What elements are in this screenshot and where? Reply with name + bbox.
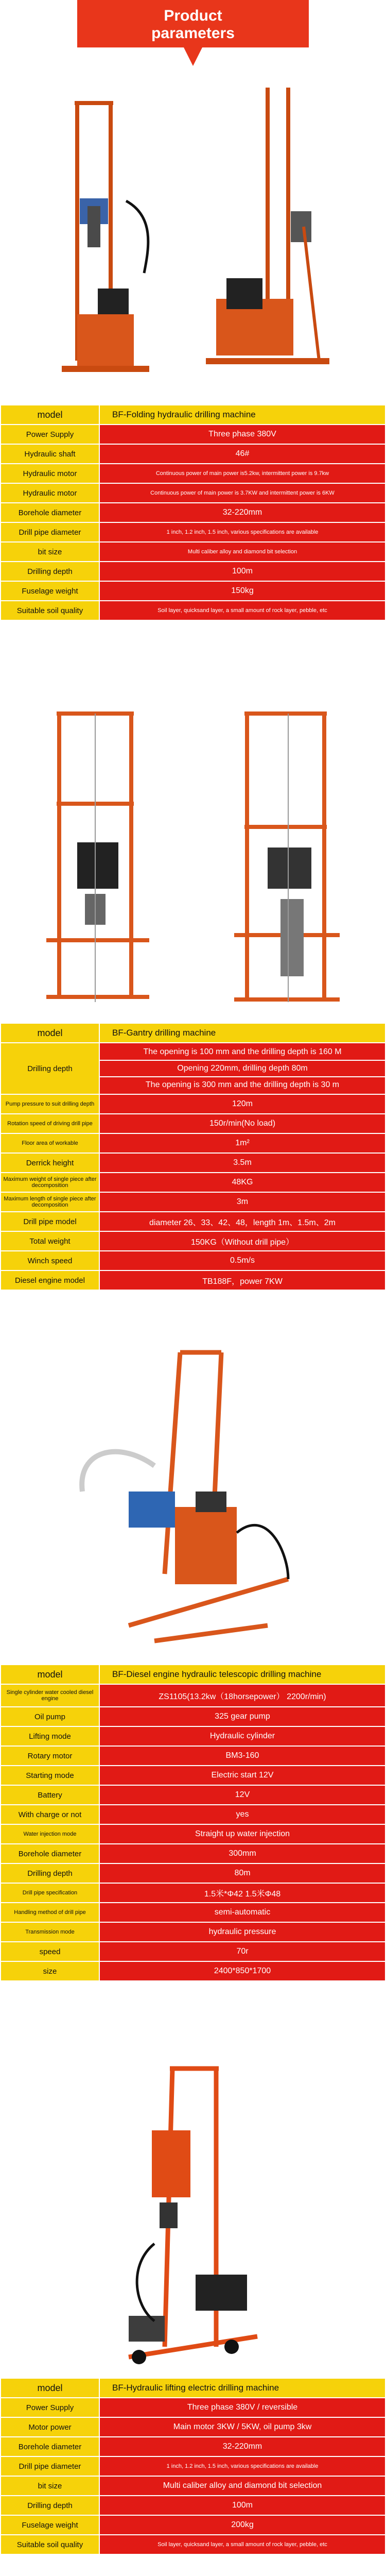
spec-value: hydraulic pressure: [99, 1922, 385, 1942]
gantry-machine-images: [0, 693, 386, 1023]
spec-label: Borehole diameter: [1, 503, 99, 522]
spec-value: Three phase 380V / reversible: [99, 2398, 385, 2417]
spec-label: Drilling depth: [1, 1043, 99, 1094]
gantry-spec-table: [0, 1023, 386, 1291]
spec-row: [1, 2398, 385, 2417]
page-header: [0, 0, 386, 72]
spec-label: Suitable soil quality: [1, 601, 99, 620]
spec-value: 300mm: [99, 1844, 385, 1863]
spec-value-line: The opening is 100 mm and the drilling depth is 160 M: [100, 1044, 385, 1061]
spec-row: [1, 1863, 385, 1883]
spec-label: model: [1, 2378, 99, 2398]
spec-value: Soil layer, quicksand layer, a small amount of rock layer, pebble, etc: [99, 601, 385, 620]
spec-row: [1, 1746, 385, 1766]
spec-row: [1, 1212, 385, 1231]
spec-row: [1, 1766, 385, 1785]
spec-label: Borehole diameter: [1, 2437, 99, 2456]
spec-value: 120m: [99, 1094, 385, 1114]
spec-value: 3m: [99, 1192, 385, 1212]
spec-row: [1, 1922, 385, 1942]
spec-row: [1, 581, 385, 601]
spec-value-line: The opening is 300 mm and the drilling depth is 30 m: [145, 1080, 340, 1089]
spec-label: Drill pipe specification: [1, 1883, 99, 1903]
spec-label: Drilling depth: [1, 1863, 99, 1883]
electric-spec-table: [0, 2378, 386, 2555]
spec-row: [1, 483, 385, 503]
spec-row: [1, 425, 385, 444]
spec-value: Multi caliber alloy and diamond bit selection: [99, 542, 385, 562]
spec-label: Fuselage weight: [1, 581, 99, 601]
spec-value: 100m: [99, 2496, 385, 2515]
spec-value: 12V: [99, 1785, 385, 1805]
spec-value: BF-Gantry drilling machine: [99, 1023, 385, 1043]
spec-value: 150kg: [99, 581, 385, 601]
spec-value: Multi caliber alloy and diamond bit selection: [99, 2476, 385, 2496]
spec-value: yes: [99, 1805, 385, 1824]
spec-value: 32-220mm: [99, 2437, 385, 2456]
spec-value-line: Opening 220mm, drilling depth 80m: [100, 1061, 385, 1077]
folding-machine-images: [0, 72, 386, 404]
spec-row: [1, 1824, 385, 1844]
spec-value: BF-Hydraulic lifting electric drilling machine: [99, 2378, 385, 2398]
spec-value: BM3-160: [99, 1746, 385, 1766]
spec-value: 1 inch, 1.2 inch, 1.5 inch, various specifications are available: [99, 2456, 385, 2476]
diesel-machine-images: [0, 1337, 386, 1664]
spec-row: [1, 1094, 385, 1114]
spec-row: [1, 444, 385, 464]
spec-row: [1, 601, 385, 620]
spec-row: [1, 2535, 385, 2554]
electric-machine-images: [0, 2048, 386, 2378]
spec-row: [1, 562, 385, 581]
spec-value: Electric start 12V: [99, 1766, 385, 1785]
spec-row: [1, 1173, 385, 1192]
spec-label: model: [1, 1665, 99, 1684]
spec-label: Transmission mode: [1, 1922, 99, 1942]
spec-value: BF-Diesel engine hydraulic telescopic drilling machine: [99, 1665, 385, 1684]
spec-label: Drill pipe diameter: [1, 2456, 99, 2476]
spec-label: model: [1, 1023, 99, 1043]
spec-label: Fuselage weight: [1, 2515, 99, 2535]
spec-value: BF-Folding hydraulic drilling machine: [99, 405, 385, 425]
spec-label: Winch speed: [1, 1251, 99, 1270]
spec-row: [1, 1270, 385, 1290]
diesel-spec-table: [0, 1664, 386, 1981]
spec-row: [1, 1192, 385, 1212]
spec-label: Hydraulic motor: [1, 464, 99, 483]
spec-label: size: [1, 1961, 99, 1981]
spec-value: 32-220mm: [99, 503, 385, 522]
spec-value: 1m²: [99, 1133, 385, 1153]
spec-value: 46#: [99, 444, 385, 464]
spec-value: 1.5米*Φ42 1.5米Φ48: [99, 1883, 385, 1903]
spec-value: diameter 26、33、42、48，length 1m、1.5m、2m: [99, 1212, 385, 1231]
spec-row: [1, 464, 385, 483]
spec-label: Lifting mode: [1, 1726, 99, 1746]
spec-value: Continuous power of main power is5.2kw, intermittent power is 9.7kw: [99, 464, 385, 483]
spec-label: Power Supply: [1, 425, 99, 444]
spec-row: [1, 1903, 385, 1922]
spec-value: Three phase 380V: [99, 425, 385, 444]
spec-row: [1, 542, 385, 562]
spec-label: Floor area of workable: [1, 1133, 99, 1153]
spec-value: Continuous power of main power is 3.7KW and intermittent power is 6KW: [99, 483, 385, 503]
spec-label: Oil pump: [1, 1707, 99, 1726]
spec-value: Straight up water injection: [99, 1824, 385, 1844]
gantry-machine-illustration: [0, 693, 386, 1023]
spec-row: [1, 405, 385, 425]
spec-row: [1, 2476, 385, 2496]
spec-label: Drill pipe diameter: [1, 522, 99, 542]
spec-row: [1, 1961, 385, 1981]
spec-value: 2400*850*1700: [99, 1961, 385, 1981]
spec-label: Starting mode: [1, 1766, 99, 1785]
spec-label: Water injection mode: [1, 1824, 99, 1844]
spec-label: Borehole diameter: [1, 1844, 99, 1863]
page-title: Product parameters: [151, 7, 235, 42]
spec-value: 48KG: [99, 1173, 385, 1192]
spec-value: 150KG（Without drill pipe）: [99, 1231, 385, 1251]
spec-label: With charge or not: [1, 1805, 99, 1824]
spec-label: speed: [1, 1942, 99, 1961]
spec-label: Derrick height: [1, 1153, 99, 1173]
spec-value: 200kg: [99, 2515, 385, 2535]
spec-row: [1, 1785, 385, 1805]
spec-row: [1, 1707, 385, 1726]
spec-label: Motor power: [1, 2417, 99, 2437]
spec-row: [1, 2515, 385, 2535]
spec-label: model: [1, 405, 99, 425]
spec-row: [1, 2437, 385, 2456]
spec-label: Maximum weight of single piece after decomposition: [1, 1173, 99, 1192]
spec-row: [1, 1114, 385, 1133]
spec-row: [1, 503, 385, 522]
folding-machine-illustration: [0, 72, 386, 404]
spec-value: 3.5m: [99, 1153, 385, 1173]
spec-row: [1, 1023, 385, 1043]
spec-value: 1 inch, 1.2 inch, 1.5 inch, various specifications are available: [99, 522, 385, 542]
spec-row: [1, 2378, 385, 2398]
spec-label: Drill pipe model: [1, 1212, 99, 1231]
spec-row: [1, 1805, 385, 1824]
spec-row: [1, 1844, 385, 1863]
spec-value: ZS1105(13.2kw（18horsepower） 2200r/min): [99, 1684, 385, 1707]
spec-label: Drilling depth: [1, 562, 99, 581]
spec-label: Diesel engine model: [1, 1270, 99, 1290]
spec-value: semi-automatic: [99, 1903, 385, 1922]
spec-row: [1, 1153, 385, 1173]
spec-label: Hydraulic shaft: [1, 444, 99, 464]
spec-value: 150r/min(No load): [99, 1114, 385, 1133]
spec-row: [1, 1726, 385, 1746]
spec-row: [1, 1665, 385, 1684]
spec-value: 325 gear pump: [99, 1707, 385, 1726]
spec-row: [1, 1883, 385, 1903]
spec-row: [1, 522, 385, 542]
spec-value: 70r: [99, 1942, 385, 1961]
spec-label: bit size: [1, 2476, 99, 2496]
spec-label: Hydraulic motor: [1, 483, 99, 503]
spec-label: Power Supply: [1, 2398, 99, 2417]
spec-value: 100m: [99, 562, 385, 581]
spec-label: Rotary motor: [1, 1746, 99, 1766]
spec-value: 80m: [99, 1863, 385, 1883]
spec-row: [1, 1684, 385, 1707]
spec-row: [1, 2417, 385, 2437]
spec-label: Single cylinder water cooled diesel engine: [1, 1684, 99, 1707]
spec-row: [1, 1942, 385, 1961]
spec-row: [1, 2456, 385, 2476]
spec-label: Drilling depth: [1, 2496, 99, 2515]
spec-value: 0.5m/s: [99, 1251, 385, 1270]
spec-label: Total weight: [1, 1231, 99, 1251]
spec-label: Suitable soil quality: [1, 2535, 99, 2554]
electric-machine-illustration: [0, 2048, 386, 2378]
spec-value: [99, 1043, 385, 1094]
spec-row: [1, 1231, 385, 1251]
spec-value: Soil layer, quicksand layer, a small amount of rock layer, pebble, etc: [99, 2535, 385, 2554]
folding-spec-table: [0, 404, 386, 621]
spec-row: [1, 1043, 385, 1094]
spec-value: Hydraulic cylinder: [99, 1726, 385, 1746]
spec-row: [1, 2496, 385, 2515]
spec-label: Rotation speed of driving drill pipe: [1, 1114, 99, 1133]
spec-label: Maximum length of single piece after decomposition: [1, 1192, 99, 1212]
spec-label: Pump pressure to suit drilling depth: [1, 1094, 99, 1114]
spec-label: Handling method of drill pipe: [1, 1903, 99, 1922]
spec-value: Main motor 3KW / 5KW, oil pump 3kw: [99, 2417, 385, 2437]
diesel-machine-illustration: [0, 1337, 386, 1664]
spec-label: Battery: [1, 1785, 99, 1805]
spec-row: [1, 1133, 385, 1153]
spec-row: [1, 1251, 385, 1270]
spec-value: TB188F，power 7KW: [99, 1270, 385, 1290]
spec-label: bit size: [1, 542, 99, 562]
